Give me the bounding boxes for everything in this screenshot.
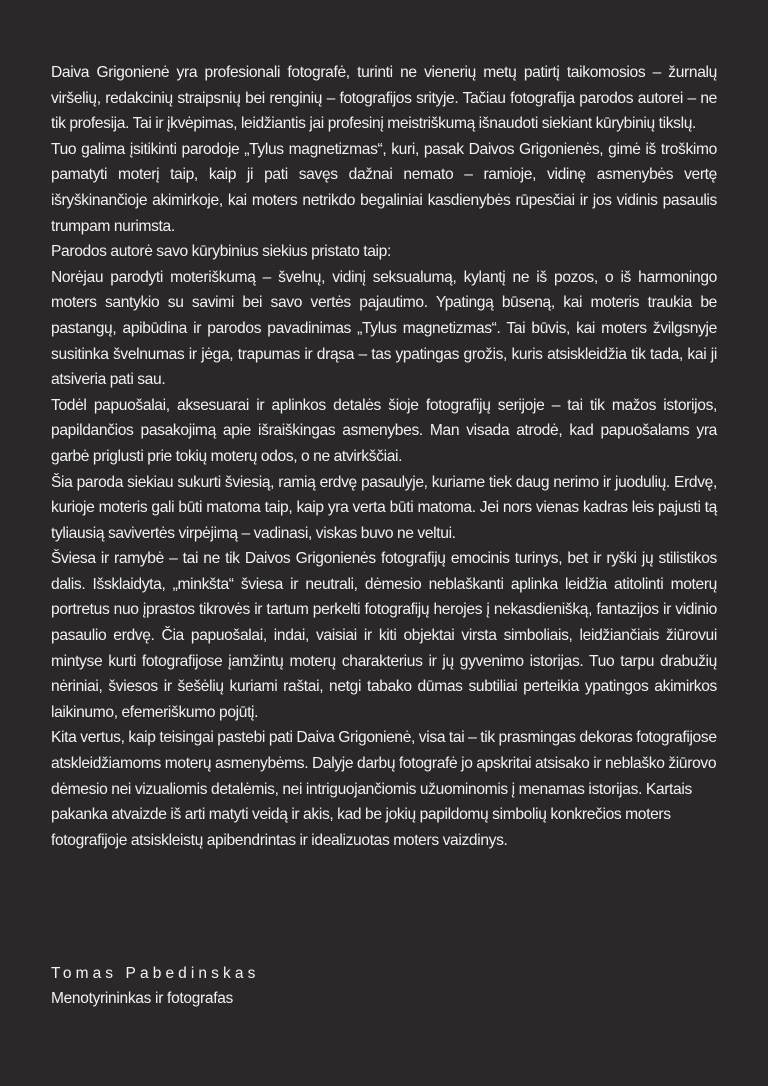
paragraph-quote-space: Šia paroda siekiau sukurti šviesią, ramią erdvę pasaulyje, kuriame tiek daug nerimo ir juodulių. Erdvę, kurioje moteris gali būti matoma taip, kaip yra verta būti matoma. Jei nors vienas kadras leis pajusti tą tyliausią savivertės virpėjimą – vadinasi, viskas buvo ne veltui. <box>51 473 717 542</box>
signature-author: Tomas Pabedinskas <box>51 965 260 982</box>
signature <box>51 961 259 1012</box>
paragraph-quote-femininity: Norėjau parodyti moteriškumą – švelnų, vidinį seksualumą, kylantį ne iš pozos, o iš harmoningo moters santykio su savimi bei savo vertės pajautimo. Ypatingą būseną, kai moteris traukia be pastangų, apibūdina ir parodos pavadinimas „Tylus magnetizmas“. Tai būvis, kai moters žvilgsnyje susitinka švelnumas ir jėga, trapumas ir drąsa – tas ypatingas grožis, kuris atsiskleidžia tik tada, kai ji atsiveria pati sau. <box>51 268 717 389</box>
paragraph-author-lead: Parodos autorė savo kūrybinius siekius pristato taip: <box>51 243 391 261</box>
article-body <box>51 60 717 853</box>
paragraph-light-calm: Šviesa ir ramybė – tai ne tik Daivos Grigonienės fotografijų emocinis turinys, bet ir ryški jų stilistikos dalis. Išsklaidyta, „minkšta“ šviesa ir neutrali, dėmesio neblaškanti aplinka leidžia atitolinti moterų portretus nuo įprastos tikrovės ir tartum perkelti fotografijų herojes į nekasdienišką, fantazijos ir vidinio pasaulio erdvę. Čia papuošalai, indai, vaisiai ir kiti objektai virsta simboliais, leidžiančiais žiūrovui mintyse kurti fotografijose įamžintų moterų charakterius ir jų gyvenimo istorijas. Tuo tarpu drabužių nėriniai, šviesos ir šešėlių kuriami raštai, netgi tabako dūmas subtiliai perteikia ypatingos akimirkos laikinumo, efemeriškumo pojūtį. <box>51 550 717 721</box>
paragraph-exhibition: Tuo galima įsitikinti parodoje „Tylus magnetizmas“, kuri, pasak Daivos Grigonienės, gimė iš troškimo pamatyti moterį taip, kaip ji pati savęs dažnai nemato – ramioje, vidinę asmenybės vertę išryškinančioje akimirkoje, kai moters netrikdo begaliniai kasdienybės rūpesčiai ir jos vidinis pasaulis trumpam nurimsta. <box>51 140 717 235</box>
paragraph-quote-jewelry: Todėl papuošalai, aksesuarai ir aplinkos detalės šioje fotografijų serijoje – tai tik mažos istorijos, papildančios pasakojimą apie išraiškingas asmenybes. Man visada atrodė, kad papuošalams yra garbė priglusti prie tokių moterų odos, o ne atvirkščiai. <box>51 396 717 465</box>
paragraph-intro: Daiva Grigonienė yra profesionali fotografė, turinti ne vienerių metų patirtį taikomosios – žurnalų viršelių, redakcinių straipsnių bei renginių – fotografijos srityje. Tačiau fotografija parodos autorei – ne tik profesija. Tai ir įkvėpimas, leidžiantis jai profesinį meistriškumą išnaudoti siekiant kūrybinių tikslų. <box>51 64 717 133</box>
signature-role: Menotyrininkas ir fotografas <box>51 990 233 1007</box>
paragraph-conclusion: Kita vertus, kaip teisingai pastebi pati Daiva Grigonienė, visa tai – tik prasmingas dekoras fotografijose atskleidžiamoms moterų asmenybėms. Dalyje darbų fotografė jo apskritai atsisako ir neblaško žiūrovo dėmesio nei vizualiomis detalėmis, nei intriguojančiomis užuominomis į menamas istorijas. Kartais pakanka atvaizde iš arti matyti veidą ir akis, kad be jokių papildomų simbolių konkrečios moters fotografijoje atsiskleistų apibendrintas ir idealizuotas moters vaizdinys. <box>51 729 717 849</box>
